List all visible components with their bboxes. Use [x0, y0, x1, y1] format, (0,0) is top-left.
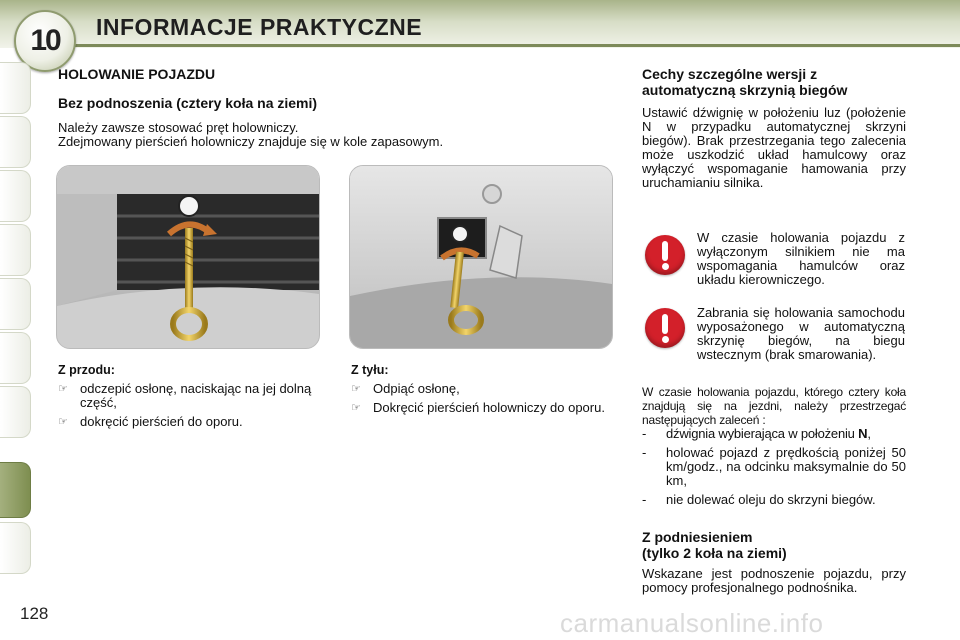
- header-rule: [60, 44, 960, 47]
- intro-line-1: Należy zawsze stosować pręt holowniczy.: [58, 120, 299, 135]
- front-steps: [58, 382, 320, 434]
- front-grille-illustration: [57, 166, 319, 348]
- list-item: ☞ Odpiąć osłonę,: [351, 381, 460, 396]
- automatic-gearbox-text: Ustawić dźwignię w położeniu luz (położenie N w przypadku automatycznej skrzyni biegów). Brak przestrzegania tego zalecenia może uszkodzić układ hamulcowy oraz wyłączyć wspomaganie hamowania przy uruchamianiu silnika.: [642, 105, 906, 190]
- pointing-hand-icon: ☞: [351, 383, 361, 395]
- side-tab-4[interactable]: [0, 224, 31, 276]
- side-tab-5[interactable]: [0, 278, 31, 330]
- side-tab-9[interactable]: [0, 522, 31, 574]
- lift-text: Wskazane jest podnoszenie pojazdu, przy pomocy profesjonalnego podnośnika.: [642, 566, 906, 595]
- rear-bumper-illustration: [350, 166, 612, 348]
- towing-rules-list: [642, 427, 906, 512]
- automatic-gearbox-title: Cechy szczególne wersji z automatyczną skrzynią biegów: [642, 66, 848, 98]
- pointing-hand-icon: ☞: [58, 416, 68, 428]
- chapter-title: INFORMACJE PRAKTYCZNE: [96, 14, 423, 40]
- page-number: 128: [20, 604, 49, 623]
- subsection-title: Bez podnoszenia (cztery koła na ziemi): [58, 95, 318, 111]
- front-caption: Z przodu:: [58, 363, 115, 377]
- side-tab-6[interactable]: [0, 332, 31, 384]
- rear-caption: Z tyłu:: [351, 363, 389, 377]
- rear-steps: [351, 382, 613, 420]
- intro-line-2: Zdejmowany pierścień holowniczy znajduje się w kole zapasowym.: [58, 134, 444, 149]
- warning-reverse-towing: Zabrania się holowania samochodu wyposażonego w automatyczną skrzynię biegów, na biegu wstecznym (brak smarowania).: [697, 305, 905, 362]
- list-item: - dźwignia wybierająca w położeniu N,: [642, 426, 871, 441]
- side-tab-7[interactable]: [0, 386, 31, 438]
- warning-no-assist: W czasie holowania pojazdu z wyłączonym silnikiem nie ma wspomagania hamulców oraz układu kierowniczego.: [697, 230, 905, 287]
- side-tab-3[interactable]: [0, 170, 31, 222]
- side-tab-1[interactable]: [0, 62, 31, 114]
- section-title: HOLOWANIE POJAZDU: [58, 66, 216, 82]
- list-item: - nie dolewać oleju do skrzyni biegów.: [642, 492, 876, 507]
- list-item: ☞ odczepić osłonę, naciskając na jej dolną część,: [58, 381, 312, 410]
- front-tow-photo: [56, 165, 320, 349]
- chapter-number: 10: [30, 24, 60, 57]
- exclamation-warning-icon: [645, 235, 685, 275]
- watermark: carmanualsonline.info: [560, 608, 824, 638]
- pointing-hand-icon: ☞: [351, 402, 361, 414]
- side-tab-2[interactable]: [0, 116, 31, 168]
- list-item: - holować pojazd z prędkością poniżej 50 km/godz., na odcinku maksymalnie do 50 km,: [642, 445, 906, 488]
- list-item: ☞ Dokręcić pierścień holowniczy do oporu.: [351, 400, 605, 415]
- list-item: ☞ dokręcić pierścień do oporu.: [58, 414, 243, 429]
- intro-text: [58, 121, 578, 149]
- lift-title: Z podniesieniem (tylko 2 koła na ziemi): [642, 529, 787, 561]
- exclamation-warning-icon: [645, 308, 685, 348]
- side-tab-active[interactable]: [0, 462, 31, 518]
- towing-rules-intro: W czasie holowania pojazdu, którego cztery koła znajdują się na jezdni, należy przestrzegać następujących zaleceń :: [642, 385, 906, 427]
- rear-tow-photo: [349, 165, 613, 349]
- pointing-hand-icon: ☞: [58, 383, 68, 395]
